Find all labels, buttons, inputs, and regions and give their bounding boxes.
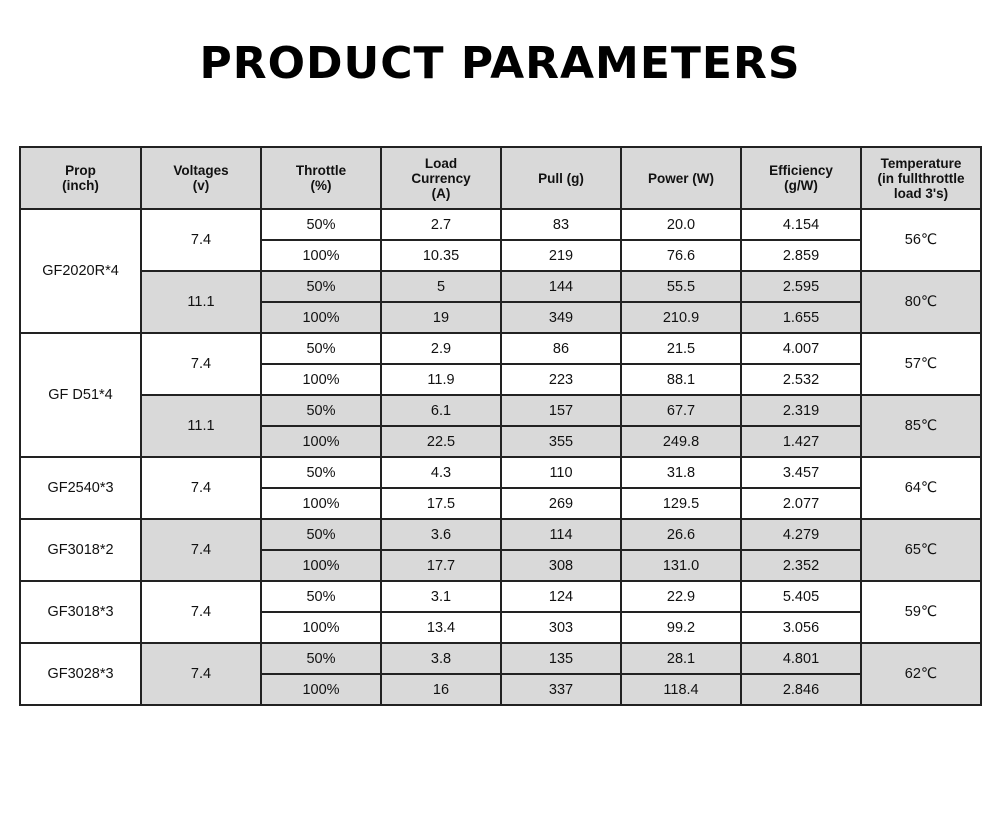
voltage-cell: 11.1: [141, 395, 261, 457]
pull-cell: 124: [501, 581, 621, 612]
pull-cell: 86: [501, 333, 621, 364]
prop-cell: GF3028*3: [20, 643, 141, 705]
voltage-cell: 7.4: [141, 333, 261, 395]
throttle-cell: 100%: [261, 240, 381, 271]
pull-cell: 219: [501, 240, 621, 271]
header-row: [20, 147, 981, 209]
header-temperature: Temperature (in fullthrottle load 3's): [861, 147, 981, 209]
load-current-cell: 13.4: [381, 612, 501, 643]
prop-cell: GF D51*4: [20, 333, 141, 457]
efficiency-cell: 2.532: [741, 364, 861, 395]
table-row: [20, 209, 981, 240]
header-load-currency: Load Currency (A): [381, 147, 501, 209]
table-row: [20, 333, 981, 364]
load-current-cell: 3.6: [381, 519, 501, 550]
efficiency-cell: 1.655: [741, 302, 861, 333]
pull-cell: 110: [501, 457, 621, 488]
efficiency-cell: 2.859: [741, 240, 861, 271]
pull-cell: 269: [501, 488, 621, 519]
pull-cell: 337: [501, 674, 621, 705]
load-current-cell: 17.7: [381, 550, 501, 581]
throttle-cell: 50%: [261, 581, 381, 612]
power-cell: 22.9: [621, 581, 741, 612]
efficiency-cell: 5.405: [741, 581, 861, 612]
load-current-cell: 2.9: [381, 333, 501, 364]
pull-cell: 157: [501, 395, 621, 426]
temperature-cell: 57℃: [861, 333, 981, 395]
page-title: PRODUCT PARAMETERS: [199, 38, 801, 89]
power-cell: 99.2: [621, 612, 741, 643]
power-cell: 26.6: [621, 519, 741, 550]
prop-cell: GF2540*3: [20, 457, 141, 519]
power-cell: 118.4: [621, 674, 741, 705]
prop-cell: GF2020R*4: [20, 209, 141, 333]
load-current-cell: 4.3: [381, 457, 501, 488]
throttle-cell: 50%: [261, 395, 381, 426]
table-row: [20, 457, 981, 488]
efficiency-cell: 1.427: [741, 426, 861, 457]
parameters-table: [19, 146, 982, 706]
temperature-cell: 56℃: [861, 209, 981, 271]
voltage-cell: 7.4: [141, 581, 261, 643]
throttle-cell: 50%: [261, 519, 381, 550]
load-current-cell: 5: [381, 271, 501, 302]
efficiency-cell: 2.077: [741, 488, 861, 519]
temperature-cell: 62℃: [861, 643, 981, 705]
pull-cell: 355: [501, 426, 621, 457]
load-current-cell: 10.35: [381, 240, 501, 271]
pull-cell: 114: [501, 519, 621, 550]
efficiency-cell: 3.457: [741, 457, 861, 488]
temperature-cell: 80℃: [861, 271, 981, 333]
pull-cell: 83: [501, 209, 621, 240]
throttle-cell: 100%: [261, 674, 381, 705]
prop-cell: GF3018*3: [20, 581, 141, 643]
table-row: [20, 581, 981, 612]
temperature-cell: 64℃: [861, 457, 981, 519]
header-voltages: Voltages (v): [141, 147, 261, 209]
throttle-cell: 100%: [261, 302, 381, 333]
temperature-cell: 85℃: [861, 395, 981, 457]
load-current-cell: 6.1: [381, 395, 501, 426]
table-row: [20, 395, 981, 426]
power-cell: 76.6: [621, 240, 741, 271]
voltage-cell: 11.1: [141, 271, 261, 333]
power-cell: 21.5: [621, 333, 741, 364]
pull-cell: 223: [501, 364, 621, 395]
pull-cell: 303: [501, 612, 621, 643]
power-cell: 20.0: [621, 209, 741, 240]
load-current-cell: 22.5: [381, 426, 501, 457]
voltage-cell: 7.4: [141, 519, 261, 581]
load-current-cell: 3.8: [381, 643, 501, 674]
temperature-cell: 65℃: [861, 519, 981, 581]
table-body: [20, 209, 981, 705]
pull-cell: 308: [501, 550, 621, 581]
prop-cell: GF3018*2: [20, 519, 141, 581]
power-cell: 28.1: [621, 643, 741, 674]
table-row: [20, 643, 981, 674]
power-cell: 129.5: [621, 488, 741, 519]
power-cell: 88.1: [621, 364, 741, 395]
efficiency-cell: 2.319: [741, 395, 861, 426]
throttle-cell: 100%: [261, 612, 381, 643]
throttle-cell: 50%: [261, 333, 381, 364]
load-current-cell: 19: [381, 302, 501, 333]
power-cell: 210.9: [621, 302, 741, 333]
power-cell: 131.0: [621, 550, 741, 581]
pull-cell: 349: [501, 302, 621, 333]
voltage-cell: 7.4: [141, 643, 261, 705]
header-pull: Pull (g): [501, 147, 621, 209]
throttle-cell: 100%: [261, 488, 381, 519]
efficiency-cell: 4.007: [741, 333, 861, 364]
efficiency-cell: 2.352: [741, 550, 861, 581]
efficiency-cell: 2.846: [741, 674, 861, 705]
efficiency-cell: 3.056: [741, 612, 861, 643]
header-power: Power (W): [621, 147, 741, 209]
throttle-cell: 50%: [261, 271, 381, 302]
power-cell: 31.8: [621, 457, 741, 488]
voltage-cell: 7.4: [141, 457, 261, 519]
load-current-cell: 3.1: [381, 581, 501, 612]
power-cell: 249.8: [621, 426, 741, 457]
load-current-cell: 17.5: [381, 488, 501, 519]
temperature-cell: 59℃: [861, 581, 981, 643]
efficiency-cell: 4.279: [741, 519, 861, 550]
header-efficiency: Efficiency (g/W): [741, 147, 861, 209]
throttle-cell: 100%: [261, 550, 381, 581]
table-row: [20, 519, 981, 550]
table-row: [20, 271, 981, 302]
efficiency-cell: 4.154: [741, 209, 861, 240]
header-throttle: Throttle (%): [261, 147, 381, 209]
power-cell: 67.7: [621, 395, 741, 426]
header-prop: Prop (inch): [20, 147, 141, 209]
throttle-cell: 50%: [261, 643, 381, 674]
efficiency-cell: 2.595: [741, 271, 861, 302]
throttle-cell: 50%: [261, 209, 381, 240]
load-current-cell: 2.7: [381, 209, 501, 240]
power-cell: 55.5: [621, 271, 741, 302]
throttle-cell: 100%: [261, 364, 381, 395]
pull-cell: 144: [501, 271, 621, 302]
load-current-cell: 16: [381, 674, 501, 705]
voltage-cell: 7.4: [141, 209, 261, 271]
load-current-cell: 11.9: [381, 364, 501, 395]
efficiency-cell: 4.801: [741, 643, 861, 674]
throttle-cell: 50%: [261, 457, 381, 488]
throttle-cell: 100%: [261, 426, 381, 457]
pull-cell: 135: [501, 643, 621, 674]
